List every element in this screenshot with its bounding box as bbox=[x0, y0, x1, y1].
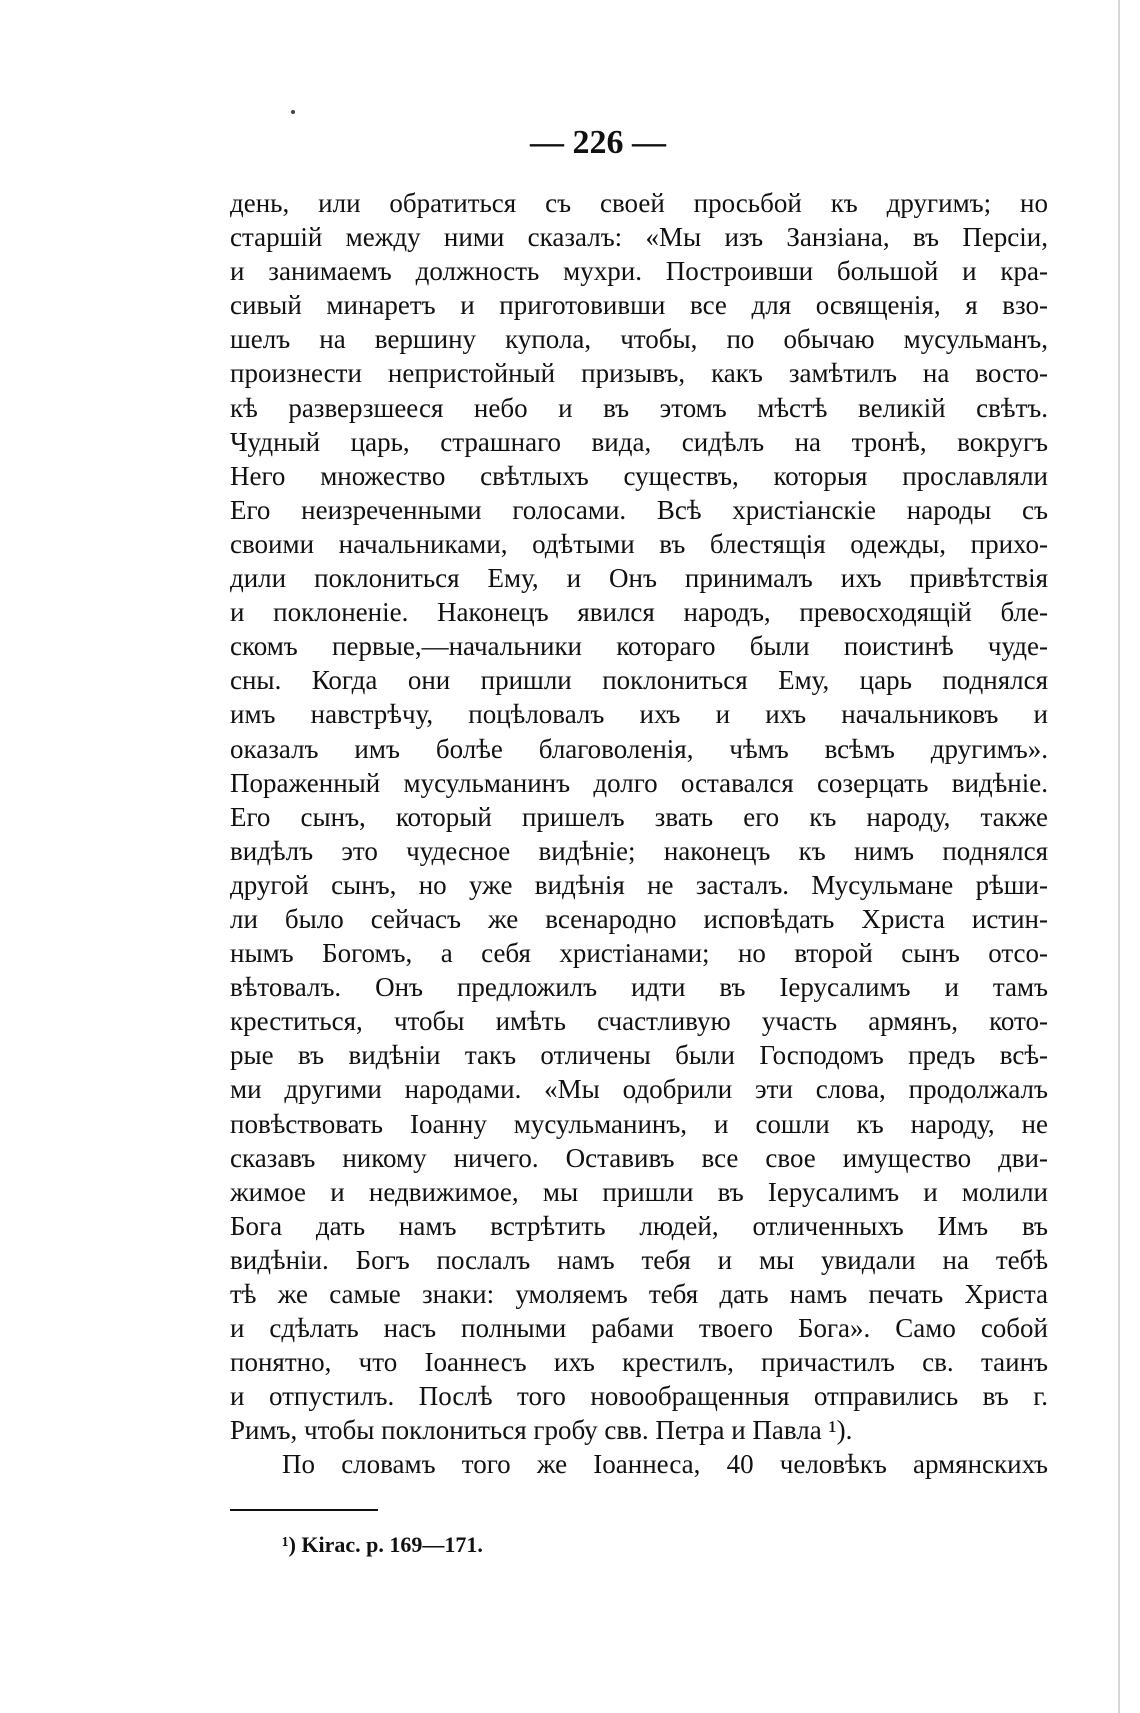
text-line: понятно, что Іоаннесъ ихъ крестилъ, причастилъ св. таинъ bbox=[230, 1347, 1048, 1378]
text-line: По словамъ того же Іоаннеса, 40 человѣкъ армянскихъ bbox=[282, 1449, 1048, 1480]
text-line: оказалъ имъ болѣе благоволенія, чѣмъ всѣмъ другимъ». bbox=[230, 733, 1048, 764]
footnote: ¹) Kirac. p. 169—171. bbox=[282, 1532, 483, 1557]
text-line: повѣствовать Іоанну мусульманинъ, и сошли къ народу, не bbox=[230, 1108, 1048, 1139]
text-line: имъ навстрѣчу, поцѣловалъ ихъ и ихъ начальниковъ и bbox=[230, 699, 1048, 730]
text-line: Его неизреченными голосами. Всѣ христіанскіе народы съ bbox=[230, 494, 1048, 525]
text-line: старшій между ними сказалъ: «Мы изъ Занзіана, въ Персіи, bbox=[230, 222, 1048, 253]
text-line: скомъ первые,—начальники котораго были поистинѣ чуде- bbox=[230, 631, 1048, 662]
text-line: дили поклониться Ему, и Онъ принималъ ихъ привѣтствія bbox=[230, 563, 1048, 594]
text-line: Пораженный мусульманинъ долго оставался созерцать видѣніе. bbox=[230, 767, 1048, 798]
text-line: Чудный царь, страшнаго вида, сидѣлъ на тронѣ, вокругъ bbox=[230, 426, 1048, 457]
text-line: Бога дать намъ встрѣтить людей, отличенныхъ Имъ въ bbox=[230, 1210, 1048, 1241]
text-line: сны. Когда они пришли поклониться Ему, царь поднялся bbox=[230, 665, 1048, 696]
text-line: тѣ же самые знаки: умоляемъ тебя дать намъ печать Христа bbox=[230, 1279, 1048, 1309]
page-edge-shadow bbox=[1118, 0, 1120, 1713]
text-line: ми другими народами. «Мы одобрили эти слова, продолжалъ bbox=[230, 1074, 1048, 1105]
text-line: видѣлъ это чудесное видѣніе; наконецъ къ нимъ поднялся bbox=[230, 835, 1048, 866]
text-line: день, или обратиться съ своей просьбой къ другимъ; но bbox=[230, 188, 1048, 218]
text-line: сивый минаретъ и приготовивши все для освященія, я взо- bbox=[230, 290, 1048, 321]
text-line: и занимаемъ должность мухри. Построивши большой и кра- bbox=[230, 256, 1048, 287]
body-text bbox=[230, 186, 1048, 1482]
text-line: креститься, чтобы имѣть счастливую участь армянъ, кото- bbox=[230, 1006, 1048, 1037]
text-line: Римъ, чтобы поклониться гробу свв. Петра и Павла ¹). bbox=[230, 1415, 853, 1446]
text-line: и поклоненіе. Наконецъ явился народъ, превосходящій бле- bbox=[230, 597, 1048, 628]
text-line: другой сынъ, но уже видѣнія не засталъ. Мусульмане рѣши- bbox=[230, 869, 1048, 900]
text-line: и отпустилъ. Послѣ того новообращенныя отправились въ г. bbox=[230, 1381, 1048, 1412]
text-line: Него множество свѣтлыхъ существъ, которыя прославляли bbox=[230, 460, 1048, 491]
text-line: сказавъ никому ничего. Оставивъ все свое имущество дви- bbox=[230, 1142, 1048, 1173]
text-line: шелъ на вершину купола, чтобы, по обычаю мусульманъ, bbox=[230, 324, 1048, 355]
text-line: Его сынъ, который пришелъ звать его къ народу, также bbox=[230, 801, 1048, 832]
text-line: своими начальниками, одѣтыми въ блестящія одежды, прихо- bbox=[230, 528, 1048, 559]
text-line: ли было сейчасъ же всенародно исповѣдать Христа истин- bbox=[230, 903, 1048, 934]
text-line: рые въ видѣніи такъ отличены были Господомъ предъ всѣ- bbox=[230, 1040, 1048, 1071]
footnote-rule bbox=[230, 1509, 378, 1511]
print-speck bbox=[291, 110, 295, 114]
text-line: и сдѣлать насъ полными рабами твоего Бога». Само собой bbox=[230, 1313, 1048, 1344]
text-line: жимое и недвижимое, мы пришли въ Іерусалимъ и молили bbox=[230, 1176, 1048, 1207]
text-line: произнести непристойный призывъ, какъ замѣтилъ на восто- bbox=[230, 358, 1048, 389]
page-number: — 226 — bbox=[530, 124, 666, 161]
text-line: нымъ Богомъ, а себя христіанами; но второй сынъ отсо- bbox=[230, 938, 1048, 969]
text-line: видѣніи. Богъ послалъ намъ тебя и мы увидали на тебѣ bbox=[230, 1244, 1048, 1275]
text-line: вѣтовалъ. Онъ предложилъ идти въ Іерусалимъ и тамъ bbox=[230, 972, 1048, 1003]
text-line: кѣ разверзшееся небо и въ этомъ мѣстѣ великій свѣтъ. bbox=[230, 392, 1048, 423]
